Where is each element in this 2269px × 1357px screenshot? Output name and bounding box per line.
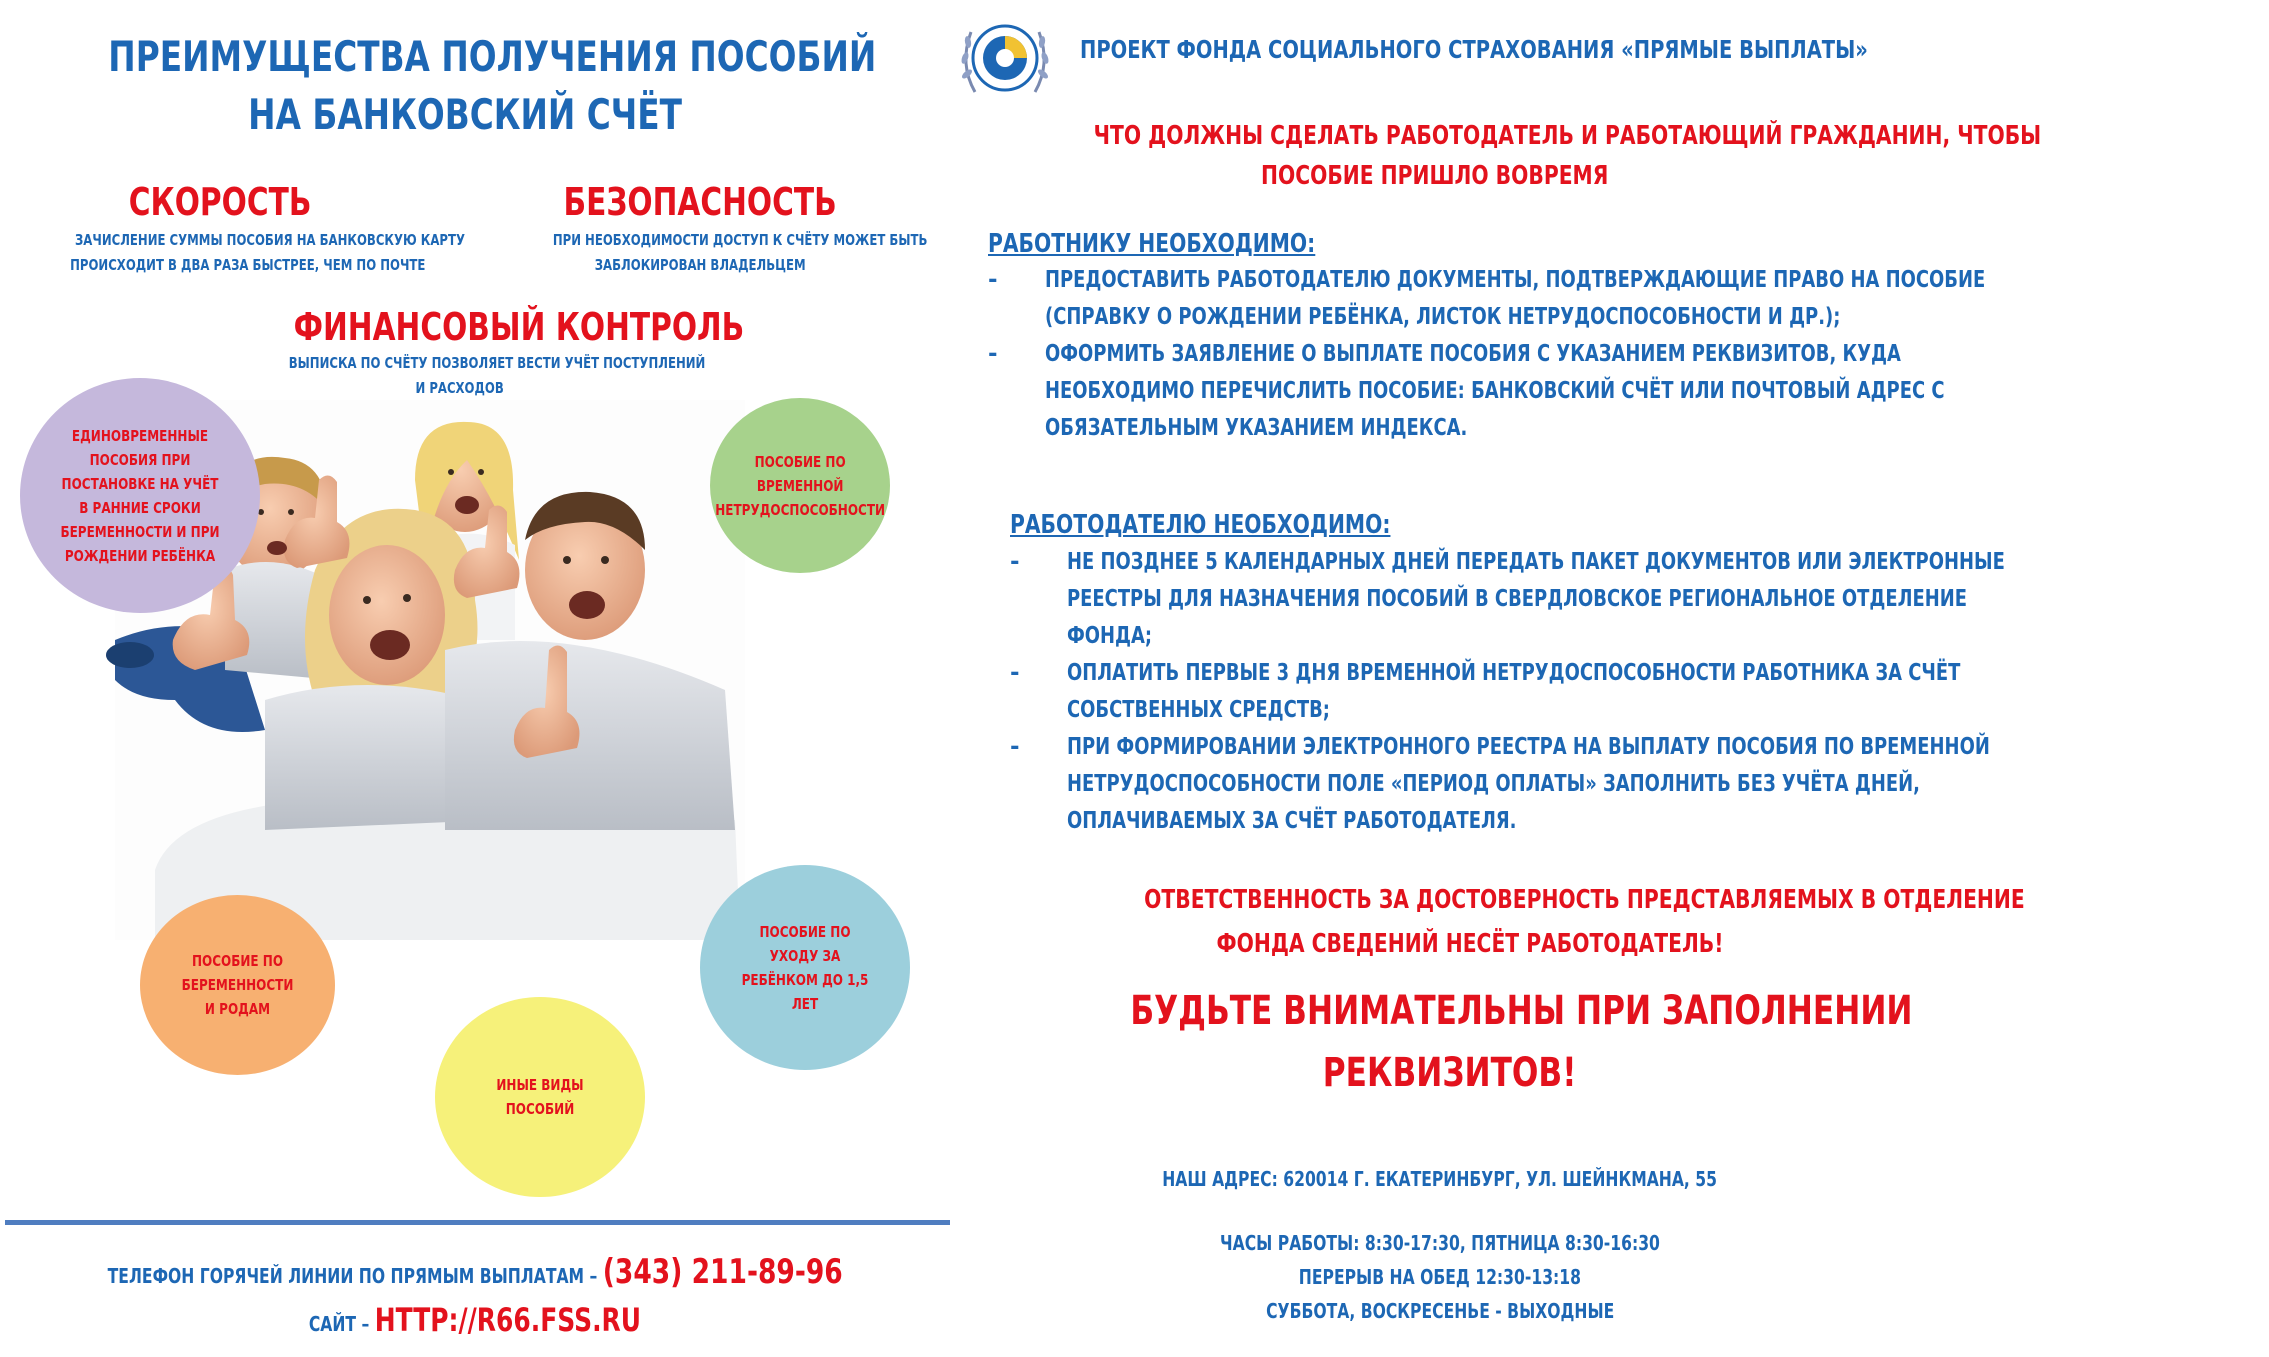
- finance-desc-line2: И РАСХОДОВ: [415, 379, 505, 397]
- attention-line2: РЕКВИЗИТОВ!: [1323, 1050, 1577, 1096]
- finance-heading: ФИНАНСОВЫЙ КОНТРОЛЬ: [293, 305, 745, 349]
- speed-block: [20, 180, 465, 278]
- security-desc-line2: ЗАБЛОКИРОВАН ВЛАДЕЛЬЦЕМ: [594, 256, 806, 274]
- worker-list: [988, 262, 1986, 447]
- site: [0, 1298, 950, 1348]
- worker-heading: РАБОТНИКУ НЕОБХОДИМО:: [988, 229, 1316, 259]
- site-url[interactable]: HTTP://R66.FSS.RU: [374, 1301, 642, 1339]
- lunch-line: ПЕРЕРЫВ НА ОБЕД 12:30-13:18: [1298, 1265, 1582, 1289]
- employer-item-2: - ОПЛАТИТЬ ПЕРВЫЕ 3 ДНЯ ВРЕМЕННОЙ НЕТРУДОСПОСОБНОСТИ РАБОТНИКА ЗА СЧЁТ СОБСТВЕННЫХ СРЕДСТВ;: [1010, 655, 1915, 729]
- hotline: [0, 1250, 950, 1300]
- employer-item-1: - НЕ ПОЗДНЕЕ 5 КАЛЕНДАРНЫХ ДНЕЙ ПЕРЕДАТЬ ПАКЕТ ДОКУМЕНТОВ ИЛИ ЭЛЕКТРОННЫЕ РЕЕСТРЫ ДЛЯ НАЗНАЧЕНИЯ ПОСОБИЙ В СВЕРДЛОВСКОЕ РЕГИОНАЛЬНОЕ ОТДЕЛЕНИЕ ФОНДА;: [1010, 544, 1915, 655]
- worker-item-1: - ПРЕДОСТАВИТЬ РАБОТОДАТЕЛЮ ДОКУМЕНТЫ, ПОДТВЕРЖДАЮЩИЕ ПРАВО НА ПОСОБИЕ (СПРАВКУ О РОЖДЕНИИ РЕБЁНКА, ЛИСТОК НЕТРУДОСПОСОБНОСТИ И ДР.);: [988, 262, 1908, 336]
- speed-heading: СКОРОСТЬ: [128, 180, 312, 224]
- security-desc-line1: ПРИ НЕОБХОДИМОСТИ ДОСТУП К СЧЁТУ МОЖЕТ БЫТЬ: [552, 231, 928, 249]
- attention: [1020, 980, 1913, 1104]
- working-hours: [1020, 1226, 1860, 1328]
- responsibility: [1020, 878, 2025, 966]
- employer-item-3: - ПРИ ФОРМИРОВАНИИ ЭЛЕКТРОННОГО РЕЕСТРА НА ВЫПЛАТУ ПОСОБИЯ ПО ВРЕМЕННОЙ НЕТРУДОСПОСОБНОСТИ ПОЛЕ «ПЕРИОД ОПЛАТЫ» ЗАПОЛНИТЬ БЕЗ УЧЁТА ДНЕЙ, ОПЛАЧИВАЕМЫХ ЗА СЧЁТ РАБОТОДАТЕЛЯ.: [1010, 729, 1915, 840]
- left-divider: [5, 1220, 950, 1225]
- attention-line1: БУДЬТЕ ВНИМАТЕЛЬНЫ ПРИ ЗАПОЛНЕНИИ: [1130, 988, 1913, 1034]
- responsibility-line2: ФОНДА СВЕДЕНИЙ НЕСЁТ РАБОТОДАТЕЛЬ!: [1216, 929, 1724, 959]
- security-heading: БЕЗОПАСНОСТЬ: [563, 180, 837, 224]
- responsibility-line1: ОТВЕТСТВЕННОСТЬ ЗА ДОСТОВЕРНОСТЬ ПРЕДСТАВЛЯЕМЫХ В ОТДЕЛЕНИЕ: [1144, 885, 2025, 915]
- finance-desc-line1: ВЫПИСКА ПО СЧЁТУ ПОЗВОЛЯЕТ ВЕСТИ УЧЁТ ПОСТУПЛЕНИЙ: [288, 354, 706, 372]
- finance-block: [230, 305, 745, 401]
- weekend-line: СУББОТА, ВОСКРЕСЕНЬЕ - ВЫХОДНЫЕ: [1265, 1299, 1615, 1323]
- employer-list: [1010, 544, 2005, 840]
- address: НАШ АДРЕС: 620014 Г. ЕКАТЕРИНБУРГ, УЛ. ШЕЙНКМАНА, 55: [1162, 1167, 1718, 1191]
- bubble-other: ИНЫЕ ВИДЫ ПОСОБИЙ: [435, 997, 645, 1197]
- left-title-line2: НА БАНКОВСКИЙ СЧЁТ: [248, 90, 682, 139]
- hotline-label: ТЕЛЕФОН ГОРЯЧЕЙ ЛИНИИ ПО ПРЯМЫМ ВЫПЛАТАМ –: [107, 1264, 603, 1288]
- question-line1: ЧТО ДОЛЖНЫ СДЕЛАТЬ РАБОТОДАТЕЛЬ И РАБОТАЮЩИЙ ГРАЖДАНИН, ЧТОБЫ: [1093, 121, 2042, 151]
- list-dash: -: [988, 267, 998, 293]
- security-block: [500, 180, 928, 278]
- list-dash: -: [988, 341, 998, 367]
- worker-item-2: - ОФОРМИТЬ ЗАЯВЛЕНИЕ О ВЫПЛАТЕ ПОСОБИЯ С УКАЗАНИЕМ РЕКВИЗИТОВ, КУДА НЕОБХОДИМО ПЕРЕЧИСЛИТЬ ПОСОБИЕ: БАНКОВСКИЙ СЧЁТ ИЛИ ПОЧТОВЫЙ АДРЕС С ОБЯЗАТЕЛЬНЫМ УКАЗАНИЕМ ИНДЕКСА.: [988, 336, 1908, 447]
- speed-desc-line2: ПРОИСХОДИТ В ДВА РАЗА БЫСТРЕЕ, ЧЕМ ПО ПОЧТЕ: [70, 256, 426, 274]
- bubble-sick-leave: ПОСОБИЕ ПО ВРЕМЕННОЙ НЕТРУДОСПОСОБНОСТИ: [710, 398, 890, 573]
- hotline-number[interactable]: (343) 211-89-96: [602, 1252, 843, 1292]
- hours-line: ЧАСЫ РАБОТЫ: 8:30-17:30, ПЯТНИЦА 8:30-16:30: [1220, 1231, 1660, 1255]
- project-title: ПРОЕКТ ФОНДА СОЦИАЛЬНОГО СТРАХОВАНИЯ «ПРЯМЫЕ ВЫПЛАТЫ»: [1080, 35, 1868, 64]
- speed-desc-line1: ЗАЧИСЛЕНИЕ СУММЫ ПОСОБИЯ НА БАНКОВСКУЮ КАРТУ: [75, 231, 465, 249]
- list-dash: -: [1010, 549, 1020, 575]
- list-dash: -: [1010, 734, 1020, 760]
- list-dash: -: [1010, 660, 1020, 686]
- question: [960, 116, 2042, 196]
- left-title-line1: ПРЕИМУЩЕСТВА ПОЛУЧЕНИЯ ПОСОБИЙ: [108, 32, 877, 81]
- bubble-child-care: ПОСОБИЕ ПО УХОДУ ЗА РЕБЁНКОМ ДО 1,5 ЛЕТ: [700, 865, 910, 1070]
- employer-heading: РАБОТОДАТЕЛЮ НЕОБХОДИМО:: [1010, 510, 1391, 540]
- bubble-maternity: ПОСОБИЕ ПО БЕРЕМЕННОСТИ И РОДАМ: [140, 895, 335, 1075]
- bubble-lump-sum: ЕДИНОВРЕМЕННЫЕ ПОСОБИЯ ПРИ ПОСТАНОВКЕ НА УЧЁТ В РАННИЕ СРОКИ БЕРЕМЕННОСТИ И ПРИ РОЖДЕНИИ РЕБЁНКА: [20, 378, 260, 613]
- left-title: [0, 28, 930, 144]
- site-label: САЙТ –: [308, 1312, 375, 1336]
- question-line2: ПОСОБИЕ ПРИШЛО ВОВРЕМЯ: [1261, 161, 1609, 191]
- fss-emblem-icon: [955, 14, 1055, 104]
